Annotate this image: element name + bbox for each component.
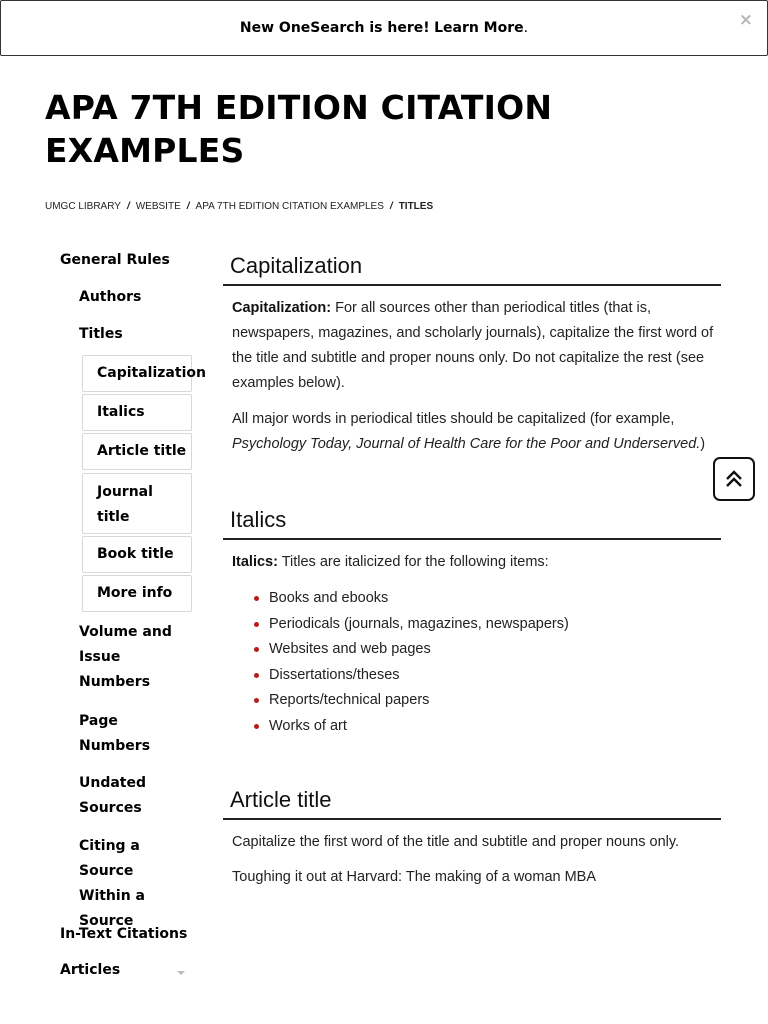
sidebar-item-in-text-citations[interactable]: In-Text Citations xyxy=(60,926,188,942)
article-title-paragraph: Capitalize the first word of the title and subtitle and proper nouns only. xyxy=(232,834,680,850)
sidebar-item-authors[interactable]: Authors xyxy=(79,289,142,305)
list-item: Dissertations/theses xyxy=(252,663,569,689)
breadcrumb-website[interactable]: WEBSITE xyxy=(135,201,181,212)
list-item: Books and ebooks xyxy=(252,586,569,612)
capitalization-paragraph xyxy=(232,296,716,396)
sidebar-item-articles[interactable]: Articles xyxy=(60,962,121,978)
periodical-close: ) xyxy=(700,436,706,452)
sidebar-subitem-italics[interactable]: Italics xyxy=(82,394,192,431)
breadcrumb-umgc-library[interactable]: UMGC LIBRARY xyxy=(45,201,121,212)
sidebar-item-citing-source[interactable]: Citing a Source Within a Source xyxy=(79,838,145,929)
list-item: Works of art xyxy=(252,714,569,740)
announcement-message: New OneSearch is here! xyxy=(239,20,430,36)
double-chevron-up-icon xyxy=(724,469,744,489)
list-item: Websites and web pages xyxy=(252,637,569,663)
article-title-example: Toughing it out at Harvard: The making of a woman MBA xyxy=(232,869,597,885)
section-heading-italics: Italics xyxy=(223,505,721,540)
periodical-paragraph xyxy=(232,407,716,457)
breadcrumb-separator: / xyxy=(126,201,130,212)
sidebar-subitem-journal-title[interactable]: Journal title xyxy=(82,473,192,534)
capitalization-text: For all sources other than periodical titles (that is, newspapers, magazines, and scholarly journals), capitalize the first word of the title and subtitle and proper nouns only. Do not capitalize the rest (see examples below). xyxy=(232,300,714,391)
breadcrumb-current: TITLES xyxy=(398,201,434,212)
sidebar-item-volume-issue[interactable]: Volume and Issue Numbers xyxy=(79,624,172,690)
list-item: Periodicals (journals, magazines, newspapers) xyxy=(252,612,569,638)
breadcrumb-separator: / xyxy=(389,201,393,212)
periodical-text: All major words in periodical titles should be capitalized (for example, xyxy=(232,411,675,427)
page-title: APA 7TH EDITION CITATION EXAMPLES xyxy=(45,88,553,170)
sidebar-item-titles[interactable]: Titles xyxy=(79,326,123,342)
sidebar-item-page-numbers[interactable]: Page Numbers xyxy=(79,713,151,754)
sidebar-subitem-more-info[interactable]: More info xyxy=(82,575,192,612)
section-heading-capitalization: Capitalization xyxy=(223,251,721,286)
breadcrumb-separator: / xyxy=(186,201,190,212)
announcement-period: . xyxy=(523,20,529,36)
section-heading-article-title: Article title xyxy=(223,785,721,820)
list-item: Reports/technical papers xyxy=(252,688,569,714)
italics-text: Titles are italicized for the following items: xyxy=(277,554,549,570)
sidebar-nav xyxy=(0,0,210,1024)
caret-down-icon[interactable] xyxy=(177,971,185,975)
sidebar-item-undated-sources[interactable]: Undated Sources xyxy=(79,775,147,816)
sidebar-subitem-book-title[interactable]: Book title xyxy=(82,536,192,573)
italics-paragraph xyxy=(232,550,716,575)
italics-label: Italics: xyxy=(232,554,278,570)
close-icon[interactable]: × xyxy=(738,10,753,30)
sidebar-item-general-rules[interactable]: General Rules xyxy=(60,252,170,268)
learn-more-link[interactable]: Learn More xyxy=(434,20,524,36)
breadcrumb-apa-guide[interactable]: APA 7TH EDITION CITATION EXAMPLES xyxy=(195,201,384,212)
announcement-text xyxy=(240,20,528,36)
back-to-top-button[interactable] xyxy=(713,457,755,501)
capitalization-label: Capitalization: xyxy=(232,300,332,316)
sidebar-subitem-article-title[interactable]: Article title xyxy=(82,433,192,470)
periodical-examples: Psychology Today, Journal of Health Care for the Poor and Underserved. xyxy=(232,436,701,452)
sidebar-subitem-capitalization[interactable]: Capitalization xyxy=(82,355,192,392)
italics-list xyxy=(252,586,569,739)
